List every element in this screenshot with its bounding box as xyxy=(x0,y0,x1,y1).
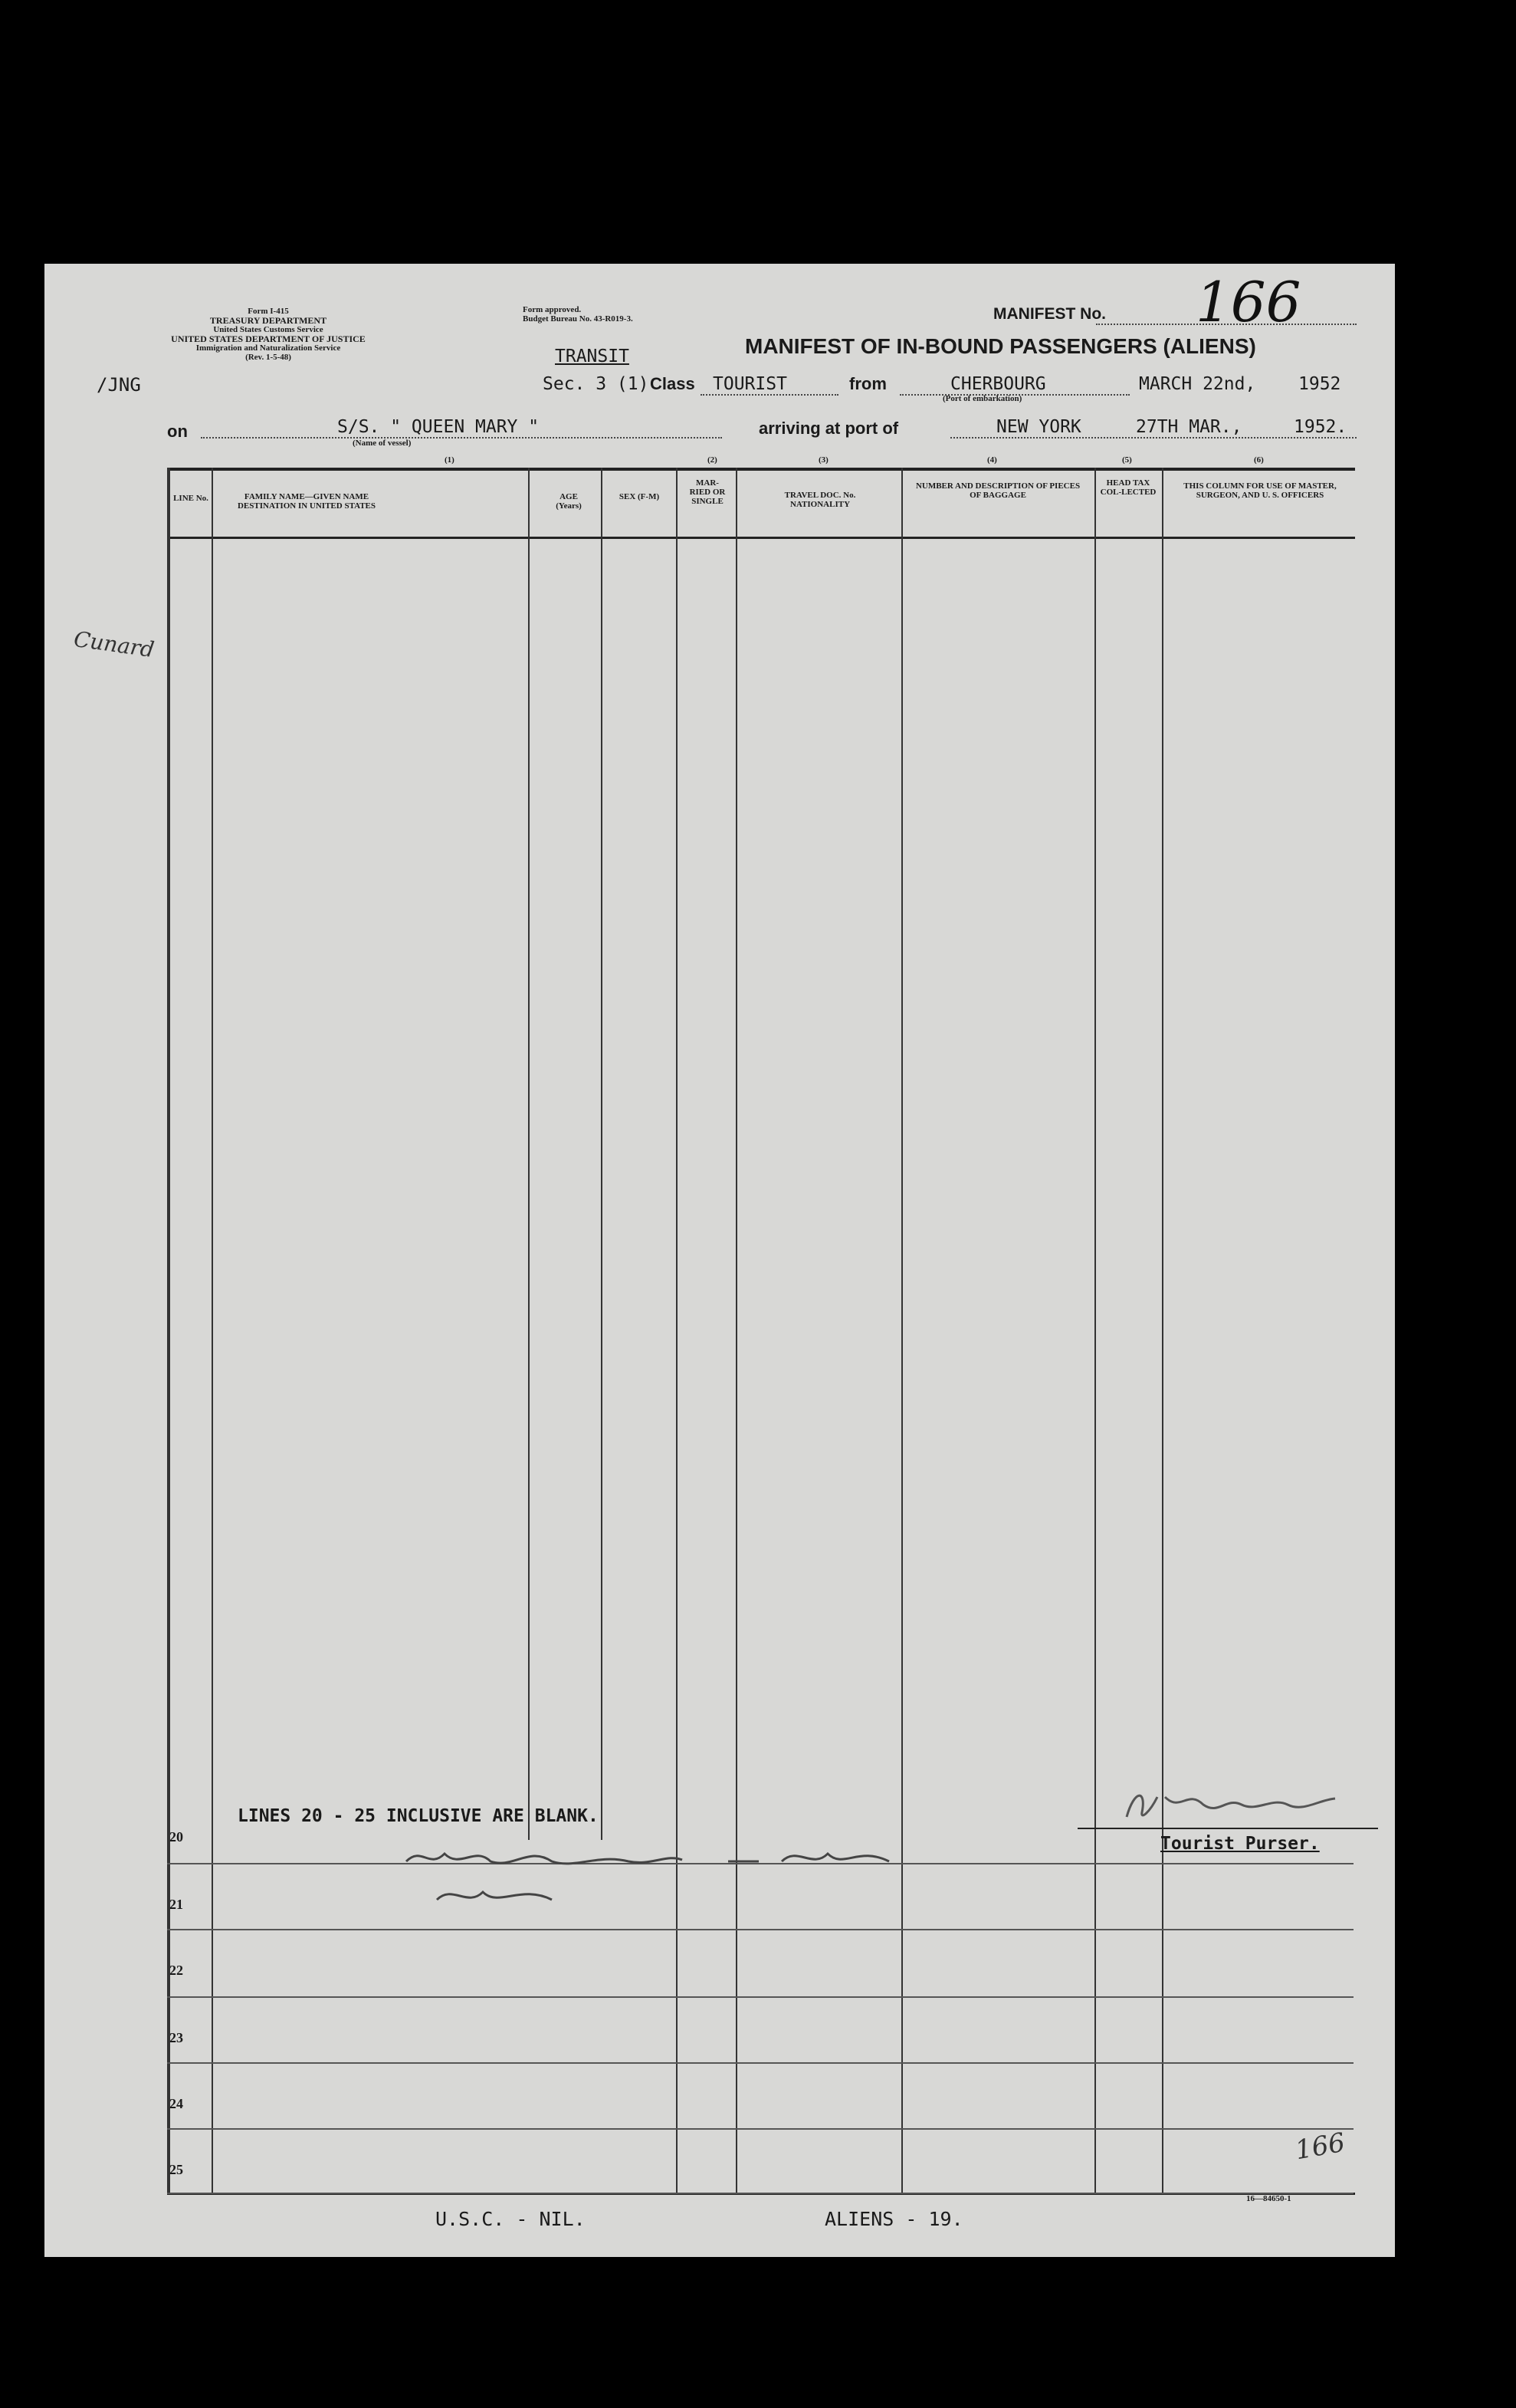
sec-label: Sec. 3 (1) xyxy=(543,374,649,394)
manifest-number: 166 xyxy=(1196,270,1301,334)
header-head-tax: HEAD TAX COL-LECTED xyxy=(1100,478,1157,497)
footer-usc: U.S.C. - NIL. xyxy=(435,2208,586,2230)
table-header-bottom xyxy=(167,537,1355,539)
purser-title: Tourist Purser. xyxy=(1160,1834,1320,1854)
header-name: FAMILY NAME—GIVEN NAME DESTINATION IN UNITED STATES xyxy=(237,492,376,511)
col-divider xyxy=(1162,468,1163,2194)
vessel-line xyxy=(201,437,722,439)
purser-signature xyxy=(1119,1782,1341,1835)
header-travel-doc: TRAVEL DOC. No. NATIONALITY xyxy=(784,491,856,509)
row-divider xyxy=(167,2062,1354,2064)
col-divider xyxy=(212,468,213,2194)
header-age: AGE (Years) xyxy=(556,492,582,511)
row-divider xyxy=(167,1929,1354,1930)
col-num: (3) xyxy=(819,455,829,465)
vessel-name: S/S. " QUEEN MARY " xyxy=(337,417,540,437)
col-num: (6) xyxy=(1254,455,1264,465)
line-number: 21 xyxy=(169,1897,183,1912)
row-divider xyxy=(167,1996,1354,1998)
line-number: 24 xyxy=(169,2096,183,2111)
manifest-sheet xyxy=(44,264,1395,2257)
manifest-title: MANIFEST OF IN-BOUND PASSENGERS (ALIENS) xyxy=(745,334,1256,358)
table-left-border xyxy=(167,468,170,2194)
from-value: CHERBOURG xyxy=(950,374,1046,394)
on-label: on xyxy=(167,422,188,441)
col-divider xyxy=(1094,468,1096,2194)
col-divider xyxy=(676,468,678,2194)
header-sex: SEX (F-M) xyxy=(619,492,660,501)
line-number: 23 xyxy=(169,2030,183,2045)
header-baggage: NUMBER AND DESCRIPTION OF PIECES OF BAGGAGE xyxy=(915,481,1081,500)
signature-scribble xyxy=(399,1838,904,1923)
col-num: (2) xyxy=(707,455,717,465)
table-top-border xyxy=(167,468,1355,471)
arrival-year: 1952. xyxy=(1294,417,1347,437)
form-block: Form I-415 TREASURY DEPARTMENT United States Customs Service UNITED STATES DEPARTMENT OF JUSTICE Immigration and Naturalization Service (Rev. 1-5-48) xyxy=(171,307,366,362)
line-number: 25 xyxy=(169,2162,183,2177)
jng-mark: /JNG xyxy=(97,374,141,396)
page-corner-number: 166 xyxy=(1293,2127,1347,2167)
row-divider xyxy=(167,2193,1354,2194)
manifest-label: MANIFEST No. xyxy=(993,305,1106,323)
arrival-date: 27TH MAR., xyxy=(1136,417,1242,437)
col-num: (4) xyxy=(987,455,997,465)
footer-aliens: ALIENS - 19. xyxy=(825,2208,963,2230)
port-embarkation-note: (Port of embarkation) xyxy=(943,394,1022,403)
col-num: (5) xyxy=(1122,455,1132,465)
arrival-port: NEW YORK xyxy=(996,417,1081,437)
margin-note: Cunard xyxy=(72,626,156,663)
departure-year: 1952 xyxy=(1298,374,1341,394)
line-number: 20 xyxy=(169,1829,183,1845)
col-divider xyxy=(901,468,903,2194)
from-label: from xyxy=(849,374,887,393)
class-label: Class xyxy=(650,374,695,393)
arrival-line xyxy=(950,437,1357,439)
col-num: (1) xyxy=(445,455,454,465)
departure-date: MARCH 22nd, xyxy=(1139,374,1256,394)
header-officers: THIS COLUMN FOR USE OF MASTER, SURGEON, AND U. S. OFFICERS xyxy=(1183,481,1337,500)
blank-lines-note: LINES 20 - 25 INCLUSIVE ARE BLANK. xyxy=(238,1806,599,1826)
line-number: 22 xyxy=(169,1963,183,1978)
vessel-note: (Name of vessel) xyxy=(353,439,412,448)
arriving-label: arriving at port of xyxy=(759,419,899,438)
signature-scribble xyxy=(1119,1782,1341,1828)
transit-label: TRANSIT xyxy=(555,347,629,366)
col-divider xyxy=(736,468,737,2194)
col-divider xyxy=(601,468,602,1840)
footer-print-code: 16—84650-1 xyxy=(1246,2194,1291,2203)
header-line-no: LINE No. xyxy=(173,494,208,503)
header-married: MAR-RIED OR SINGLE xyxy=(689,478,726,506)
form-approval: Form approved. Budget Bureau No. 43-R019-3. xyxy=(523,305,633,324)
col-divider xyxy=(528,468,530,1840)
class-value: TOURIST xyxy=(713,374,787,394)
row-divider xyxy=(167,2128,1354,2130)
inspector-signature xyxy=(399,1838,904,1926)
class-line xyxy=(701,394,838,396)
